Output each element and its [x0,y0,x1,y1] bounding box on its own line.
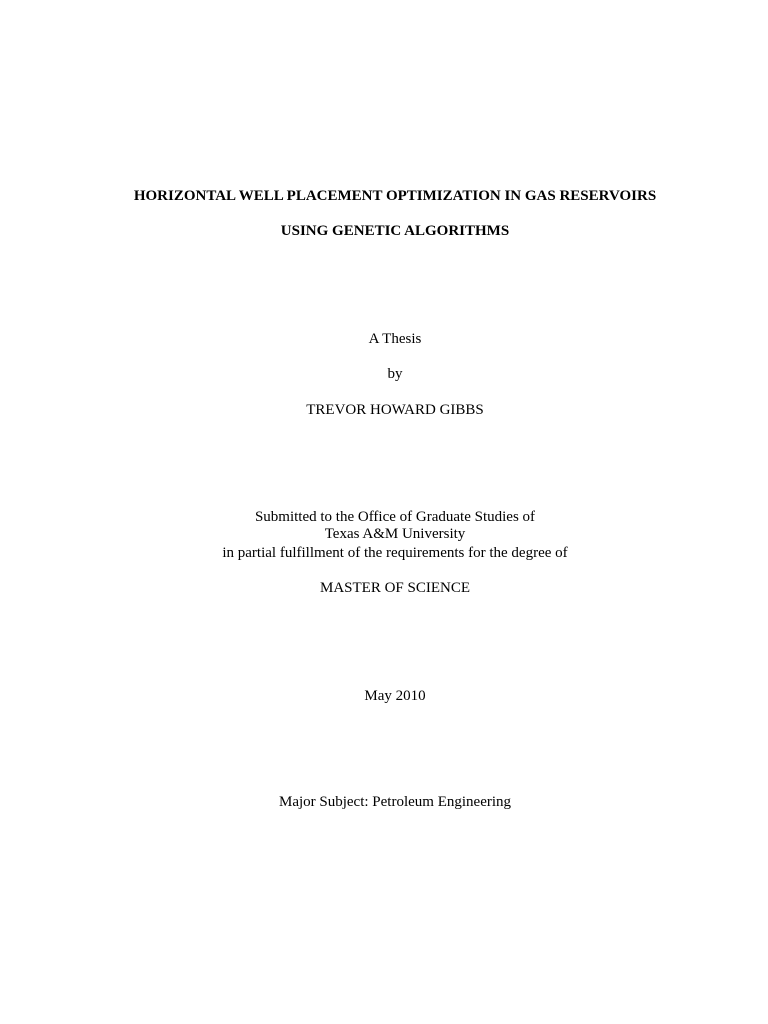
thesis-title-line-1: HORIZONTAL WELL PLACEMENT OPTIMIZATION IN GAS RESERVOIRS [133,188,657,204]
submission-line-3: in partial fulfillment of the requirements for the degree of [222,545,568,561]
major-subject: Major Subject: Petroleum Engineering [278,794,512,810]
submission-line-1: Submitted to the Office of Graduate Studies of [254,509,536,525]
thesis-title-line-2: USING GENETIC ALGORITHMS [280,223,510,239]
submission-date: May 2010 [364,688,426,704]
by-label: by [387,366,403,382]
author-name: TREVOR HOWARD GIBBS [306,402,484,418]
degree-name: MASTER OF SCIENCE [319,580,471,596]
document-type: A Thesis [368,331,422,347]
submission-line-2: Texas A&M University [324,526,466,542]
